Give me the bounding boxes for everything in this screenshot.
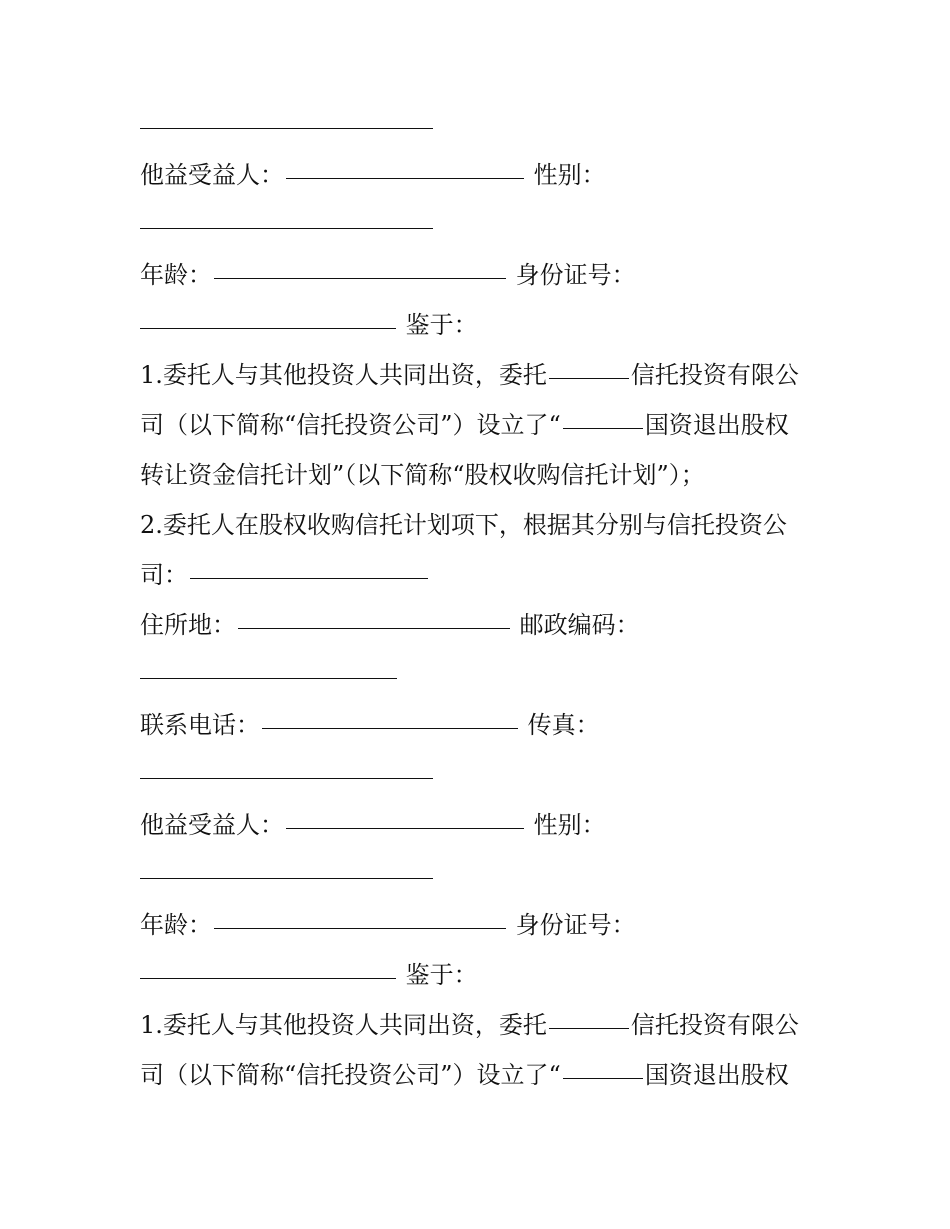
age-blank (214, 927, 506, 929)
whereas-label: 鉴于： (405, 311, 478, 339)
line-18 (140, 950, 810, 1000)
gender-label: 性别： (533, 161, 606, 189)
line-3 (140, 200, 810, 250)
age-label: 年龄： (140, 261, 212, 289)
age-blank (214, 277, 506, 279)
line-20 (140, 1050, 810, 1100)
line-12 (140, 650, 810, 700)
line-14 (140, 750, 810, 800)
clause1-text-b: 信托投资有限公 (630, 361, 799, 389)
line-4 (140, 250, 810, 300)
line-7 (140, 400, 810, 450)
clause1-text-e: 转让资金信托计划”（以下简称“股权收购信托计划”）； (140, 461, 705, 489)
fax-blank (140, 777, 433, 779)
fill-blank (140, 127, 433, 129)
id-blank (140, 327, 396, 329)
line-2 (140, 150, 810, 200)
line-16 (140, 850, 810, 900)
plan-name-blank (563, 1077, 643, 1079)
gender-blank (140, 877, 433, 879)
address-blank (238, 627, 510, 629)
clause1-text-c: 司（以下简称“信托投资公司”）设立了“ (140, 411, 561, 439)
line-9 (140, 500, 810, 550)
beneficiary-label: 他益受益人： (140, 811, 284, 839)
plan-name-blank (563, 427, 643, 429)
clause1-text-d: 国资退出股权 (644, 1061, 789, 1089)
gender-blank (140, 227, 433, 229)
beneficiary-blank (286, 177, 524, 179)
id-blank (140, 977, 396, 979)
line-19 (140, 1000, 810, 1050)
beneficiary-label: 他益受益人： (140, 161, 284, 189)
line-13 (140, 700, 810, 750)
clause1-text-c: 司（以下简称“信托投资公司”）设立了“ (140, 1061, 561, 1089)
clause1-text-a: 1.委托人与其他投资人共同出资，委托 (140, 1011, 547, 1039)
clause2-text-a: 2.委托人在股权收购信托计划项下，根据其分别与信托投资公 (140, 511, 787, 539)
clause1-text-a: 1.委托人与其他投资人共同出资，委托 (140, 361, 547, 389)
line-5 (140, 300, 810, 350)
clause1-text-d: 国资退出股权 (644, 411, 789, 439)
line-6 (140, 350, 810, 400)
line-15 (140, 800, 810, 850)
postal-label: 邮政编码： (519, 611, 640, 639)
line-8 (140, 450, 810, 500)
id-label: 身份证号： (515, 911, 636, 939)
age-label: 年龄： (140, 911, 212, 939)
trust-company-blank (549, 1027, 629, 1029)
document-page (140, 100, 810, 1100)
phone-blank (262, 727, 518, 729)
whereas-label: 鉴于： (405, 961, 478, 989)
clause2-text-b: 司： (140, 561, 188, 589)
fax-label: 传真： (527, 711, 600, 739)
line-11 (140, 600, 810, 650)
clause1-text-b: 信托投资有限公 (630, 1011, 799, 1039)
trust-company-blank (549, 377, 629, 379)
address-label: 住所地： (140, 611, 236, 639)
phone-label: 联系电话： (140, 711, 260, 739)
gender-label: 性别： (533, 811, 606, 839)
company-blank (190, 577, 428, 579)
line-10 (140, 550, 810, 600)
id-label: 身份证号： (515, 261, 636, 289)
line-17 (140, 900, 810, 950)
beneficiary-blank (286, 827, 524, 829)
postal-blank (140, 677, 397, 679)
line-1 (140, 100, 810, 150)
